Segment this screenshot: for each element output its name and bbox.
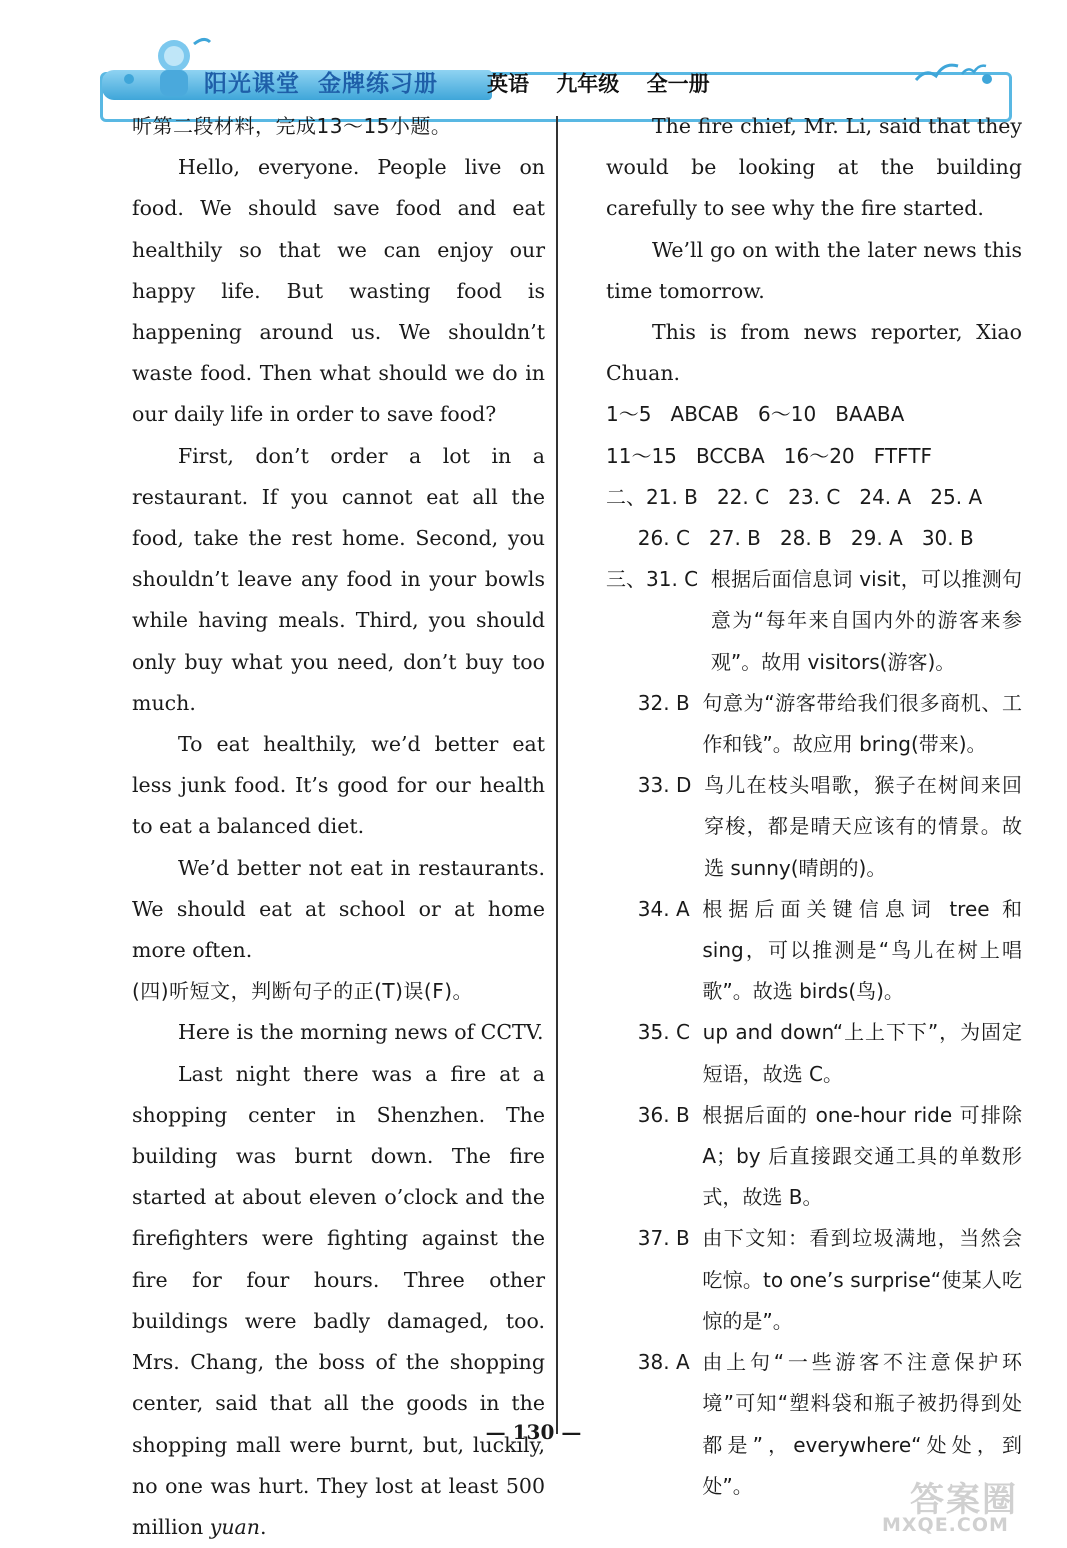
explanation-number: 36. B — [606, 1102, 703, 1127]
explanation-text: 根据后面关键信息词 tree 和 sing，可以推测是“鸟儿在树上唱歌”。故选 birds(鸟)。 — [702, 896, 1022, 1004]
subject-label: 英语 九年级 全一册 — [487, 72, 710, 96]
birds-icon — [912, 52, 992, 92]
explanation-text: 句意为“游客带给我们很多商机、工作和钱”。故应用 bring(带来)。 — [702, 690, 1022, 757]
brand-title — [204, 67, 438, 101]
news-body-yuan: yuan — [209, 1514, 260, 1539]
explanation-text: 根据后面信息词 visit，可以推测句意为“每年来自国内外的游客来参观”。故用 visitors(游客)。 — [710, 567, 1022, 674]
explanation-number: 33. D — [606, 773, 705, 798]
news-paragraph: This is from news reporter, Xiao Chuan. — [606, 320, 1022, 386]
explanation-number: 35. C — [606, 1020, 703, 1045]
column-divider — [556, 116, 558, 1434]
explanation-item — [606, 765, 1022, 889]
answer-line: 二、21. B 22. C 23. C 24. A 25. A — [606, 484, 983, 509]
explanation-text: 根据后面的 one-hour ride 可排除 A；by 后直接跟交通工具的单数形式，故选 B。 — [702, 1102, 1022, 1210]
news-body-text: Last night there was a fire at a shopping center in Shenzhen. The building was burnt down. The fire started at about eleven o’clock and the firefighters were fighting against the fire for four hours. Three other buildings were badly damaged, too. Mrs. Chang, the boss of the shopping center, said that all the goods in the shopping mall were burnt, but, luckily, no one was hurt. They lost at least 500 million — [132, 1061, 545, 1539]
watermark-url: MXQE.COM — [882, 1514, 1009, 1536]
explanation-text: 鸟儿在枝头唱歌，猴子在树间来回穿梭，都是晴天应该有的情景。故选 sunny(晴朗的)。 — [704, 773, 1022, 880]
explanation-item — [606, 1012, 1022, 1094]
news-intro: Here is the morning news of CCTV. — [178, 1020, 544, 1045]
passage-paragraph: First, don’t order a lot in a restaurant. If you cannot eat all the food, take the rest home. Second, you shouldn’t leave any food in your bowls while having meals. Third, you should only buy what you need, don’t buy too much. — [132, 443, 545, 715]
passage-paragraph: We’d better not eat in restaurants. We should eat at school or at home more often. — [132, 855, 545, 963]
explanation-number: 三、31. C — [606, 567, 711, 592]
explanation-number: 38. A — [606, 1350, 703, 1375]
mascot-icon — [134, 34, 214, 100]
explanation-item — [606, 683, 1022, 765]
explanation-item — [606, 559, 1022, 683]
section-four-heading: (四)听短文，判断句子的正(T)误(F)。 — [132, 979, 474, 1004]
watermark-logo-text: 答案圈 — [910, 1480, 1018, 1520]
explanation-number: 37. B — [606, 1226, 703, 1251]
explanation-number: 32. B — [606, 690, 703, 715]
passage-paragraph: To eat healthily, we’d better eat less junk food. It’s good for our health to eat a balanced diet. — [132, 732, 545, 839]
answer-line: 1～5 ABCAB 6～10 BAABA — [606, 402, 905, 427]
answer-line: 26. C 27. B 28. B 29. A 30. B — [606, 526, 974, 551]
explanation-text: 由下文知：看到垃圾满地，当然会吃惊。to one’s surprise“使某人吃惊的是”。 — [702, 1226, 1022, 1333]
news-body — [132, 1054, 545, 1548]
page-header — [92, 30, 1022, 104]
answer-line: 11～15 BCCBA 16～20 FTFTF — [606, 443, 932, 468]
brand-book: 金牌练习册 — [318, 71, 438, 97]
page-number: — 130 — — [485, 1420, 582, 1444]
explanation-number: 34. A — [606, 896, 703, 921]
listening-intro: 听第二段材料，完成13～15小题。 — [132, 114, 452, 138]
news-paragraph: The fire chief, Mr. Li, said that they would be looking at the building carefully to see why the fire started. — [606, 114, 1022, 221]
left-column — [132, 106, 545, 1548]
news-paragraph: We’ll go on with the later news this time tomorrow. — [606, 237, 1022, 303]
explanation-text: 由上句“一些游客不注意保护环境”可知“塑料袋和瓶子被扔得到处都是”，everywhere“处处，到处”。 — [702, 1350, 1022, 1498]
explanation-item — [606, 1095, 1022, 1219]
passage-paragraph: Hello, everyone. People live on food. We should save food and eat healthily so that we can enjoy our happy life. But wasting food is happening around us. We shouldn’t waste food. Then what should we do in our daily life in order to save food? — [132, 155, 545, 427]
brand-series: 阳光课堂 — [204, 71, 300, 97]
site-watermark — [880, 1480, 1065, 1536]
news-body-period: . — [259, 1514, 267, 1539]
explanation-text: up and down“上上下下”，为固定短语，故选 C。 — [702, 1020, 1022, 1086]
header-dot-left — [124, 74, 134, 84]
explanation-item — [606, 1218, 1022, 1342]
explanation-item — [606, 889, 1022, 1013]
right-column — [606, 106, 1022, 1507]
header-dot-right — [982, 74, 992, 84]
